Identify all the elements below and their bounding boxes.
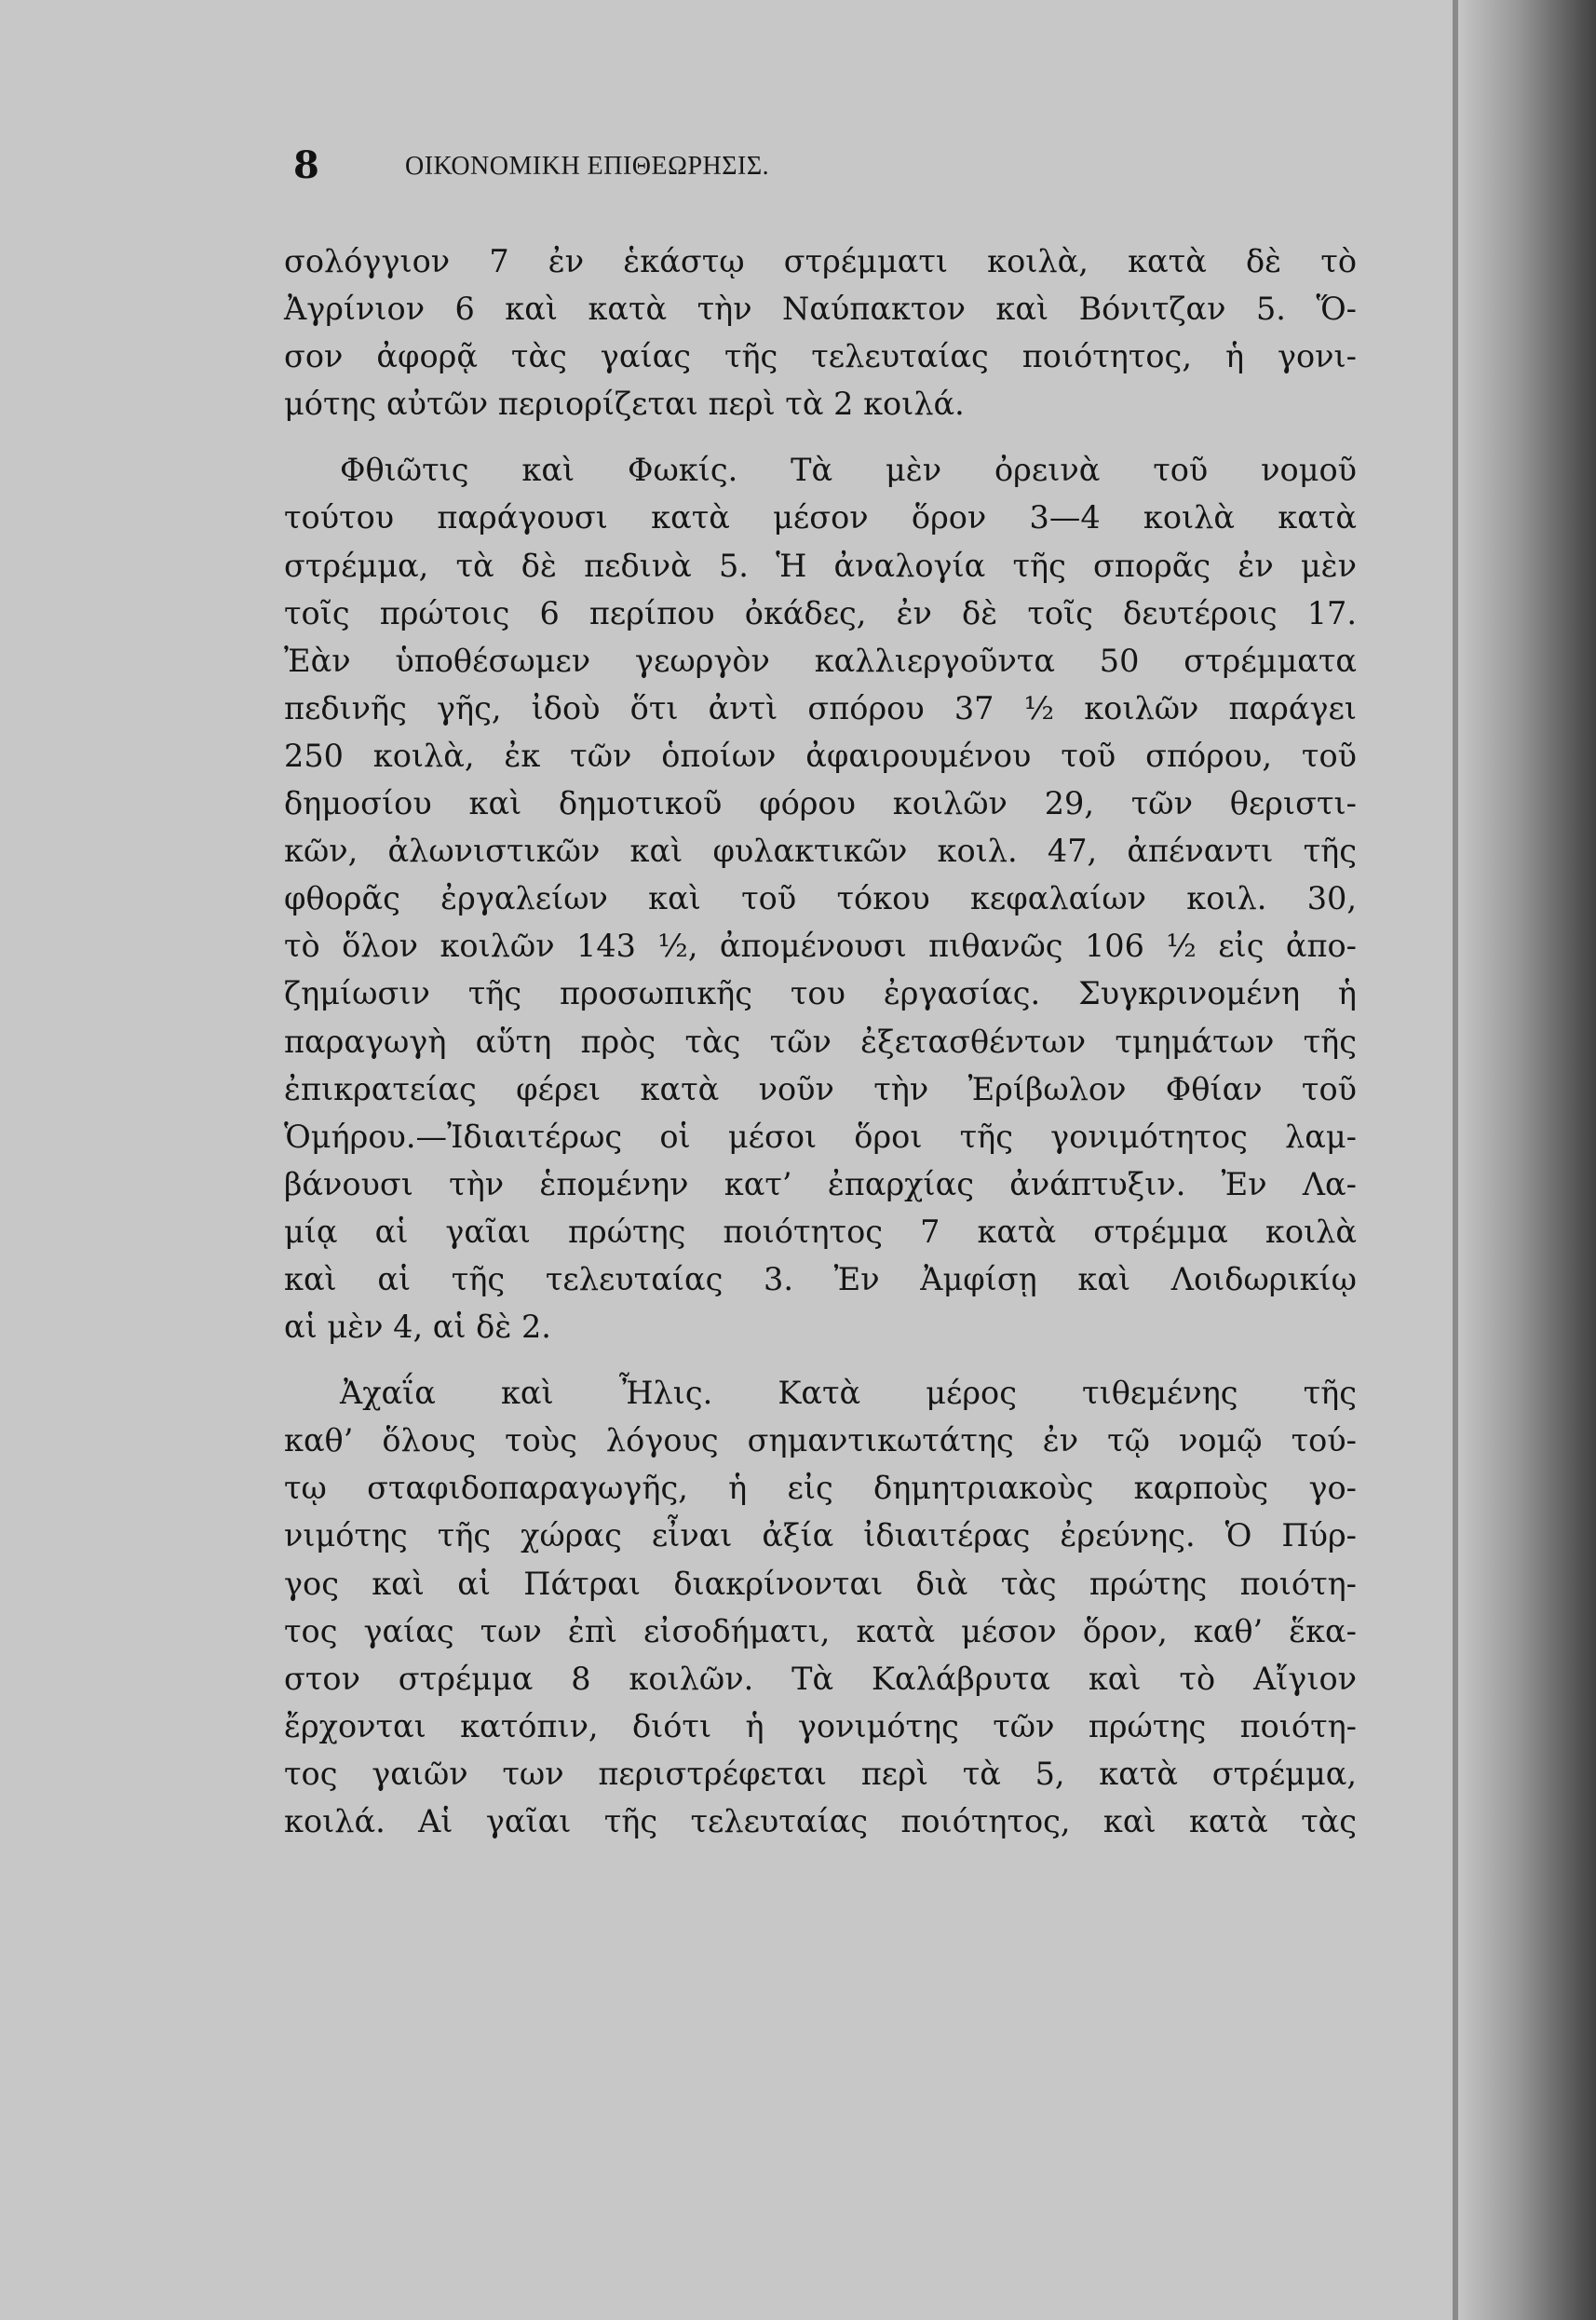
text-line: τῳ σταφιδοπαραγωγῆς, ἡ εἰς δημητριακοὺς καρποὺς γο- — [284, 1470, 1357, 1507]
text-line: ζημίωσιν τῆς προσωπικῆς του ἐργασίας. Συγκρινομένη ἡ — [284, 975, 1357, 1012]
text-line: μότης αὐτῶν περιορίζεται περὶ τὰ 2 κοιλά. — [284, 386, 965, 423]
text-line: νιμότης τῆς χώρας εἶναι ἀξία ἰδιαιτέρας ἐρεύνης. Ὁ Πύρ- — [284, 1517, 1357, 1554]
text-line: ἔρχονται κατόπιν, διότι ἡ γονιμότης τῶν πρώτης ποιότη- — [284, 1707, 1357, 1744]
text-line: Ἀχαΐα καὶ Ἦλις. Κατὰ μέρος τιθεμένης τῆς — [340, 1375, 1357, 1412]
text-line: ἐπικρατείας φέρει κατὰ νοῦν τὴν Ἐρίβωλον Φθίαν τοῦ — [284, 1070, 1357, 1107]
spine-shadow — [1456, 0, 1596, 2320]
text-line: στρέμμα, τὰ δὲ πεδινὰ 5. Ἡ ἀναλογία τῆς σπορᾶς ἐν μὲν — [284, 547, 1357, 584]
text-line: καὶ αἱ τῆς τελευταίας 3. Ἐν Ἀμφίσῃ καὶ Λοιδωρικίῳ — [284, 1260, 1357, 1297]
text-line: δημοσίου καὶ δημοτικοῦ φόρου κοιλῶν 29, τῶν θεριστι- — [284, 785, 1357, 822]
text-line: μίᾳ αἱ γαῖαι πρώτης ποιότητος 7 κατὰ στρέμμα κοιλὰ — [284, 1213, 1357, 1250]
text-line: καθ’ ὅλους τοὺς λόγους σημαντικωτάτης ἐν τῷ νομῷ τού- — [284, 1422, 1357, 1459]
text-line: σολόγγιον 7 ἐν ἑκάστῳ στρέμματι κοιλὰ, κατὰ δὲ τὸ — [284, 243, 1357, 279]
text-line: 250 κοιλὰ, ἐκ τῶν ὁποίων ἀφαιρουμένου τοῦ σπόρου, τοῦ — [284, 737, 1357, 774]
text-line: Φθιῶτις καὶ Φωκίς. Τὰ μὲν ὀρεινὰ τοῦ νομοῦ — [340, 452, 1357, 489]
text-line: αἱ μὲν 4, αἱ δὲ 2. — [284, 1309, 551, 1346]
text-line: σον ἀφορᾷ τὰς γαίας τῆς τελευταίας ποιότητος, ἡ γονι- — [284, 338, 1357, 375]
text-line: πεδινῆς γῆς, ἰδοὺ ὅτι ἀντὶ σπόρου 37 ½ κοιλῶν παράγει — [284, 689, 1357, 726]
text-line: τοῖς πρώτοις 6 περίπου ὀκάδες, ἐν δὲ τοῖς δευτέροις 17. — [284, 594, 1357, 631]
text-line: κοιλά. Αἱ γαῖαι τῆς τελευταίας ποιότητος, καὶ κατὰ τὰς — [284, 1803, 1357, 1839]
text-line: στον στρέμμα 8 κοιλῶν. Τὰ Καλάβρυτα καὶ τὸ Αἴγιον — [284, 1660, 1357, 1697]
text-line: παραγωγὴ αὕτη πρὸς τὰς τῶν ἐξετασθέντων τμημάτων τῆς — [284, 1023, 1357, 1060]
text-line: τος γαιῶν των περιστρέφεται περὶ τὰ 5, κατὰ στρέμμα, — [284, 1755, 1357, 1792]
text-line: βάνουσι τὴν ἑπομένην κατ’ ἐπαρχίας ἀνάπτυξιν. Ἐν Λα- — [284, 1165, 1357, 1202]
body-text — [284, 237, 1357, 1845]
page-number: 8 — [293, 143, 319, 187]
text-line: τὸ ὅλον κοιλῶν 143 ½, ἀπομένουσι πιθανῶς 106 ½ εἰς ἀπο- — [284, 928, 1357, 965]
paragraph-1 — [284, 237, 1357, 427]
text-line: Ἐὰν ὑποθέσωμεν γεωργὸν καλλιεργοῦντα 50 στρέμματα — [284, 642, 1357, 679]
text-line: τος γαίας των ἐπὶ εἰσοδήματι, κατὰ μέσον ὅρον, καθ’ ἕκα- — [284, 1612, 1357, 1649]
text-line: Ἀγρίνιον 6 καὶ κατὰ τὴν Ναύπακτον καὶ Βόνιτζαν 5. Ὅ- — [284, 291, 1357, 328]
text-line: Ὁμήρου.—Ἰδιαιτέρως οἱ μέσοι ὅροι τῆς γονιμότητος λαμ- — [284, 1118, 1357, 1155]
text-line: φθορᾶς ἐργαλείων καὶ τοῦ τόκου κεφαλαίων κοιλ. 30, — [284, 880, 1357, 917]
paragraph-3 — [284, 1369, 1357, 1845]
paragraph-2 — [284, 446, 1357, 1350]
text-line: τούτου παράγουσι κατὰ μέσον ὅρον 3—4 κοιλὰ κατὰ — [284, 499, 1357, 536]
running-head — [293, 143, 1224, 187]
text-line: κῶν, ἀλωνιστικῶν καὶ φυλακτικῶν κοιλ. 47, ἀπέναντι τῆς — [284, 833, 1357, 870]
header-title: ΟΙΚΟΝΟΜΙΚΗ ΕΠΙΘΕΩΡΗΣΙΣ. — [405, 152, 770, 181]
text-line: γος καὶ αἱ Πάτραι διακρίνονται διὰ τὰς πρώτης ποιότη- — [284, 1565, 1357, 1602]
